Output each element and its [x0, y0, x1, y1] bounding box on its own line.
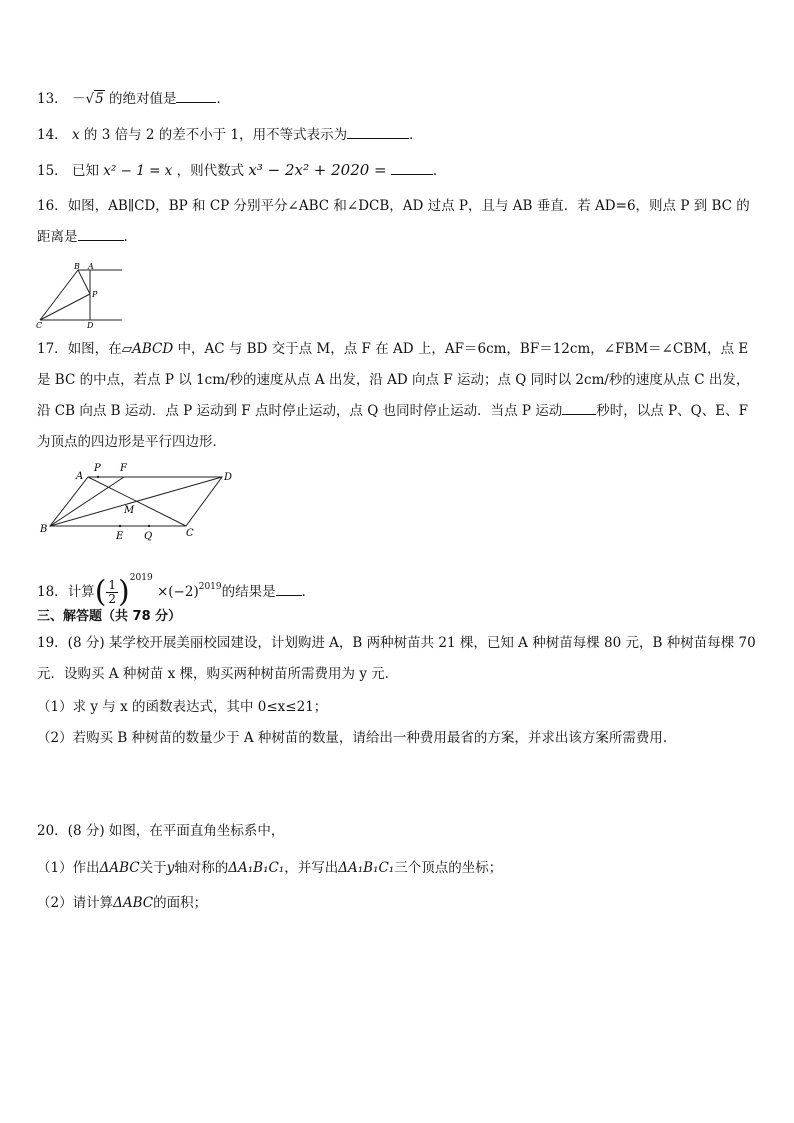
point-e: [119, 525, 121, 527]
label-p: P: [92, 290, 98, 299]
question-text-mid: ，则代数式: [176, 163, 245, 179]
question-number: 14．: [37, 127, 68, 143]
question-text: 计算: [67, 584, 95, 600]
period: .: [432, 163, 438, 179]
question-number: 17．: [37, 341, 68, 357]
label-a: A: [88, 262, 94, 271]
question-20-part-1: [37, 858, 502, 878]
part-text: 关于: [139, 860, 167, 876]
question-number: 18．: [37, 584, 68, 600]
answer-blank[interactable]: [276, 581, 302, 596]
fraction-denominator: 2: [108, 592, 117, 606]
period: .: [123, 229, 128, 245]
question-number: 13．: [37, 91, 68, 107]
fraction: [106, 579, 118, 606]
times-expression: ×(−2): [156, 584, 199, 600]
section-title: 三、解答题（共 78 分）: [37, 609, 182, 624]
label-f: F: [120, 463, 127, 474]
question-13: [37, 88, 230, 109]
triangle-abc: ΔABC: [99, 860, 140, 876]
question-20-part-2: [37, 893, 207, 913]
question-text-c: 秒时，以点 P、Q、E、F 为顶点的四边形是平行四边形．: [37, 403, 748, 450]
label-b: B: [40, 524, 48, 535]
answer-blank[interactable]: [562, 400, 596, 415]
segment-bp: [78, 270, 90, 294]
question-text: 如图，AB∥CD，BP 和 CP 分别平分∠ABC 和∠DCB，AD 过点 P，且与 AB 垂直．若 AD=6，则点 P 到 BC 的距离是: [37, 198, 750, 245]
label-p: P: [94, 463, 101, 474]
question-number: 16．: [37, 198, 68, 214]
question-14: [37, 124, 423, 145]
part-text: （1）作出: [37, 860, 100, 876]
point-p: [97, 476, 99, 478]
period: ．: [301, 584, 316, 600]
label-a: A: [76, 471, 84, 482]
figure-q17: [36, 460, 236, 542]
question-16: [37, 191, 759, 253]
segment-bc: [40, 270, 78, 320]
label-d: D: [224, 472, 233, 483]
diagonal-bd: [50, 477, 222, 526]
condition-equation: x² − 1 = x: [103, 163, 173, 179]
sqrt-symbol: √: [85, 91, 95, 107]
parallelogram-name: ▱ABCD: [121, 341, 174, 357]
label-q: Q: [144, 531, 153, 542]
segment-bf: [50, 477, 124, 526]
question-17: [37, 334, 759, 458]
question-19-part-2: （2）若购买 B 种树苗的数量少于 A 种树苗的数量，请给出一种费用最省的方案，并求出该方案所需费用．: [37, 730, 677, 746]
label-c: C: [186, 528, 194, 539]
figure-q16: [34, 262, 128, 328]
part-text: ，并写出: [284, 860, 339, 876]
radicand: 5: [95, 91, 104, 107]
question-text-post: 的结果是: [221, 584, 276, 600]
left-paren: (: [94, 574, 107, 610]
answer-blank[interactable]: [176, 88, 216, 103]
expression: x³ − 2x² + 2020 =: [248, 161, 387, 179]
part-text: 的面积；: [153, 895, 208, 911]
label-c: C: [36, 321, 43, 328]
question-text-b: 中，AC 与 BD 交于点 M，点 F 在 AD 上，AF＝6cm，BF＝12cm，∠FBM＝∠CBM，点 E 是 BC 的中点，若点 P 以 1cm/秒的速度从点 A 出发，沿 AD 向点 F 运动；点 Q 同时以 2cm/秒的速度从点 C 出发，沿 CB 向点 B 运动．点 P 运动到 F 点时停止运动，点 Q 也同时停止运动．当点 P 运动: [37, 341, 750, 419]
question-text: 的绝对值是: [108, 91, 177, 107]
question-text: 的 3 倍与 2 的差不小于 1，用不等式表示为: [83, 127, 348, 143]
exponent-2: 2019: [198, 582, 222, 592]
part-text: 轴对称的: [174, 860, 229, 876]
answer-blank[interactable]: [391, 160, 433, 175]
segment-cp: [40, 294, 90, 320]
part-text: （2）请计算: [37, 895, 114, 911]
part-text: 三个顶点的坐标；: [394, 860, 503, 876]
label-e: E: [116, 531, 124, 542]
answer-blank[interactable]: [78, 226, 124, 241]
question-text: 已知: [71, 163, 99, 179]
question-20: 20．(8 分) 如图，在平面直角坐标系中，: [37, 823, 285, 839]
variable-x: x: [71, 127, 80, 143]
neg-sign: －: [71, 91, 86, 107]
question-15: [37, 160, 437, 181]
triangle-a1b1c1: ΔA₁B₁C₁: [338, 860, 395, 876]
fraction-numerator: 1: [108, 578, 117, 592]
question-19: 19．(8 分) 某学校开展美丽校园建设，计划购进 A，B 两种树苗共 21 棵，已知 A 种树苗每棵 80 元，B 种树苗每棵 70 元．设购买 A 种树苗 x 棵，购买两种树苗所需费用为 y 元．: [37, 635, 756, 682]
question-text-a: 如图，在: [67, 341, 122, 357]
triangle-abc: ΔABC: [113, 895, 154, 911]
exponent-1: 2019: [129, 573, 153, 583]
question-number: 15．: [37, 163, 68, 179]
label-d: D: [87, 321, 94, 328]
answer-blank[interactable]: [347, 124, 409, 139]
period: ．: [409, 127, 423, 143]
label-b: B: [74, 262, 80, 271]
period: ．: [216, 91, 230, 107]
label-m: M: [124, 505, 135, 516]
point-q: [148, 525, 150, 527]
triangle-a1b1c1: ΔA₁B₁C₁: [228, 860, 285, 876]
variable-y: y: [166, 860, 175, 876]
question-19-part-1: （1）求 y 与 x 的函数表达式，其中 0≤x≤21；: [37, 699, 328, 715]
right-paren: ): [118, 574, 130, 610]
question-18: [37, 563, 315, 608]
